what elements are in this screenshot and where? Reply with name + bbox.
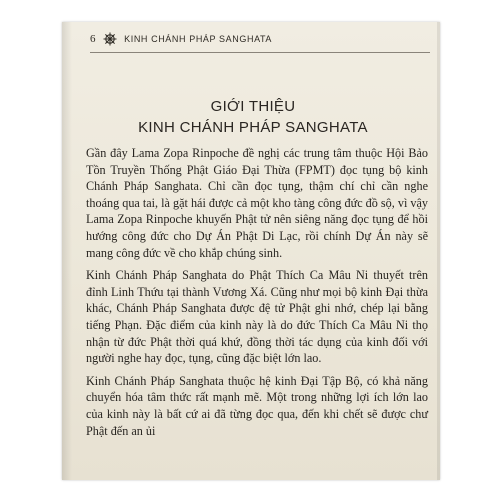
book-page	[62, 22, 440, 480]
page-number: 6	[90, 33, 97, 45]
running-header	[90, 31, 272, 47]
spine-shadow	[62, 22, 72, 480]
body-text	[86, 145, 428, 445]
chapter-heading	[82, 96, 424, 138]
heading-line-1: GIỚI THIỆU	[210, 98, 296, 115]
page-edge	[437, 22, 440, 480]
dharma-wheel-icon	[103, 32, 117, 46]
paragraph-3: Kinh Chánh Pháp Sanghata thuộc hệ kinh Đại Tập Bộ, có khả năng chuyển hóa tâm thức rất mạnh mẽ. Một trong những lợi ích lớn lao của kinh này là bất cứ ai đã từng đọc qua, đến khi chết sẽ được chư Phật đến an ủi	[86, 373, 428, 438]
paragraph-2: Kinh Chánh Pháp Sanghata do Phật Thích Ca Mâu Ni thuyết trên đỉnh Linh Thứu tại thành Vương Xá. Cũng như mọi bộ kinh Đại thừa khác, Chánh Pháp Sanghata được đệ tử Phật ghi nhớ, chép lại bằng tiếng Phạn. Đặc điểm của kinh này là do đức Thích Ca Mâu Ni thọ nhận từ đức Phật thời quá khứ, đồng thời tác dụng của kinh đối với người nghe hay đọc, tụng, cũng đặc biệt lớn lao.	[86, 268, 428, 366]
running-title: KINH CHÁNH PHÁP SANGHATA	[124, 34, 273, 44]
heading-line-2: KINH CHÁNH PHÁP SANGHATA	[138, 119, 368, 136]
paragraph-1: Gần đây Lama Zopa Rinpoche đề nghị các trung tâm thuộc Hội Bảo Tồn Truyền Thống Phật Giáo Đại Thừa (FPMT) đọc tụng bộ kinh Chánh Pháp Sanghata. Chỉ cần đọc tụng, thậm chí chỉ cần nghe thoáng qua tai, là gặt hái được cả một kho tàng công đức đồ sộ, vì vậy Lama Zopa Rinpoche khuyến Phật tử nên siêng năng đọc tụng để hồi hướng công đức cho Dự Án Phật Di Lạc, rồi chính Dự Án này sẽ mang công đức về cho khắp chúng sinh.	[86, 146, 428, 260]
header-rule	[90, 52, 430, 53]
